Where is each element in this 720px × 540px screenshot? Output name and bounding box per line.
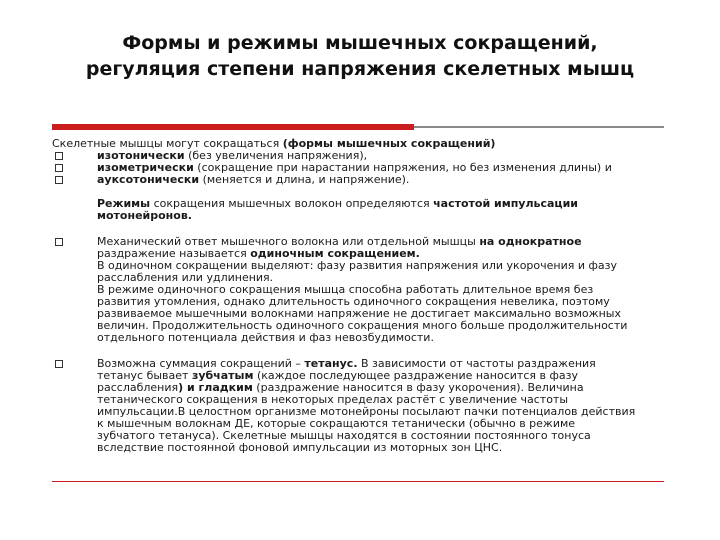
single-l2-text: раздражение называется — [97, 247, 251, 260]
tetanus-l2-rest: (каждое последующее раздражение наносится в фазу — [253, 369, 578, 382]
slide-content — [52, 138, 666, 454]
form-desc: (сокращение при нарастании напряжения, но без изменения длины) и — [193, 161, 612, 174]
tetanus-l6: к мышечным волокнам ДЕ, которые сокращаются тетанически (обычно в режиме — [97, 417, 576, 430]
form-term: изометрически — [97, 161, 194, 174]
tetanus-l3-bold: ) и гладким — [178, 381, 253, 394]
form-term: изотонически — [97, 149, 185, 162]
single-l8: величин. Продолжительность одиночного сокращения много больше продолжительности — [97, 319, 628, 332]
bullet-icon — [55, 176, 63, 184]
single-l5: В режиме одиночного сокращения мышца способна работать длительное время без — [97, 283, 594, 296]
modes-text-1: сокращения мышечных волокон определяются — [150, 197, 434, 210]
modes-line-2: мотонейронов. — [97, 209, 192, 222]
title-line-1: Формы и режимы мышечных сокращений, — [122, 32, 598, 54]
form-desc: (без увеличения напряжения), — [184, 149, 368, 162]
modes-bold-2: частотой импульсации — [433, 197, 578, 210]
single-l2-bold: одиночным сокращением. — [250, 247, 420, 260]
form-term: ауксотонически — [97, 173, 200, 186]
single-l3: В одиночном сокращении выделяют: фазу развития напряжения или укорочения и фазу — [97, 259, 618, 272]
tetanus-l3-rest: (раздражение наносится в фазу укорочения). Величина — [252, 381, 584, 394]
tetanus-l5: импульсации.В целостном организме мотонейроны посылают пачки потенциалов действия — [97, 405, 636, 418]
bullet-icon — [55, 360, 63, 368]
tetanus-l8: вследствие постоянной фоновой импульсации из моторных зон ЦНС. — [97, 441, 503, 454]
modes-bold-1: Режимы — [97, 197, 151, 210]
single-l9: отдельного потенциала действия и фаз невозбудимости. — [97, 331, 434, 344]
title-line-2: регуляция степени напряжения скелетных мышц — [85, 58, 635, 80]
form-desc: (меняется и длина, и напряжение). — [199, 173, 410, 186]
intro-bold: (формы мышечных сокращений) — [282, 137, 496, 150]
tetanus-l7: зубчатого тетануса). Скелетные мышцы находятся в состоянии постоянного тонуса — [97, 429, 591, 442]
tetanus-l1-bold: тетанус. — [304, 357, 358, 370]
tetanus-paragraph — [52, 358, 666, 454]
bullet-icon — [55, 164, 63, 172]
single-l7: развиваемое мышечными волокнами напряжение не достигает максимально возможных — [97, 307, 621, 320]
single-l1-text: Механический ответ мышечного волокна или отдельной мышцы — [97, 235, 480, 248]
page-title — [40, 30, 680, 82]
form-item-auxotonic — [52, 174, 666, 186]
bottom-rule — [52, 481, 664, 482]
title-underline-red — [52, 124, 414, 130]
single-l4: расслабления или удлинения. — [97, 271, 274, 284]
tetanus-l1-rest: В зависимости от частоты раздражения — [357, 357, 596, 370]
title-underline-gray — [414, 126, 664, 128]
tetanus-l2-text: тетанус бывает — [97, 369, 192, 382]
bullet-icon — [55, 238, 63, 246]
modes-paragraph — [97, 198, 666, 222]
single-l6: развития утомления, однако длительность одиночного сокращения невелика, поэтому — [97, 295, 610, 308]
tetanus-l1-text: Возможна суммация сокращений – — [97, 357, 305, 370]
tetanus-l3-text: расслабления — [97, 381, 179, 394]
single-l1-bold: на однократное — [479, 235, 582, 248]
tetanus-l2-bold: зубчатым — [191, 369, 254, 382]
intro-text: Скелетные мышцы могут сокращаться — [52, 137, 283, 150]
bullet-icon — [55, 152, 63, 160]
tetanus-l4: тетанического сокращения в некоторых пределах растёт с увеличение частоты — [97, 393, 569, 406]
single-contraction-paragraph — [52, 236, 666, 344]
